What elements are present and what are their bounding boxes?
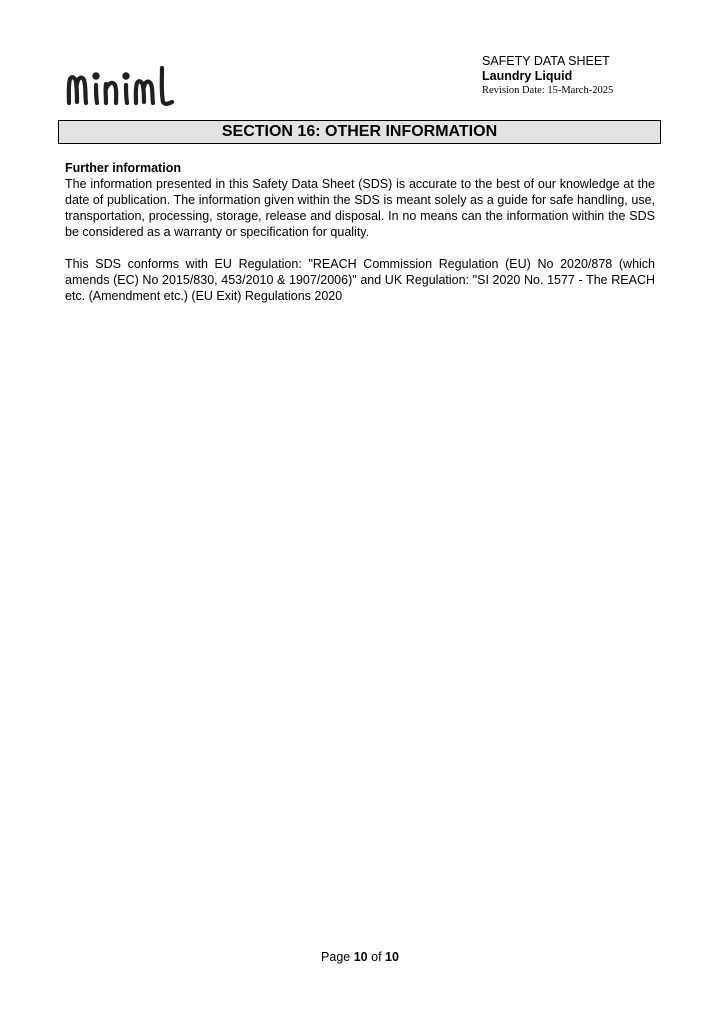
document-type: SAFETY DATA SHEET — [482, 54, 610, 68]
miniml-logo-icon — [64, 62, 176, 110]
of-word: of — [371, 950, 382, 964]
current-page-number: 10 — [353, 950, 368, 964]
page-word: Page — [321, 950, 351, 964]
section-content — [65, 160, 655, 304]
total-pages-number: 10 — [385, 950, 399, 964]
section-title-bar — [58, 120, 661, 144]
product-name: Laundry Liquid — [482, 69, 573, 83]
revision-date: Revision Date: 15-March-2025 — [482, 85, 614, 96]
section-title: SECTION 16: OTHER INFORMATION — [221, 123, 498, 140]
document-header-meta — [482, 54, 682, 98]
paragraph-disclaimer: The information presented in this Safety Data Sheet (SDS) is accurate to the best of our knowledge at the date of publication. The information given within the SDS is meant solely as a guide for safe handling, use, transportation, processing, storage, release and disposal. In no means can the information within the SDS be considered as a warranty or specification for quality. — [65, 177, 655, 239]
paragraph-regulation: This SDS conforms with EU Regulation: "REACH Commission Regulation (EU) No 2020/878 (which amends (EC) No 2015/830, 453/2010 & 1907/2006)" and UK Regulation: "SI 2020 No. 1577 - The REACH etc. (Amendment etc.) (EU Exit) Regulations 2020 — [65, 257, 655, 303]
subheading-further-information: Further information — [65, 161, 181, 175]
page-footer — [0, 949, 720, 965]
